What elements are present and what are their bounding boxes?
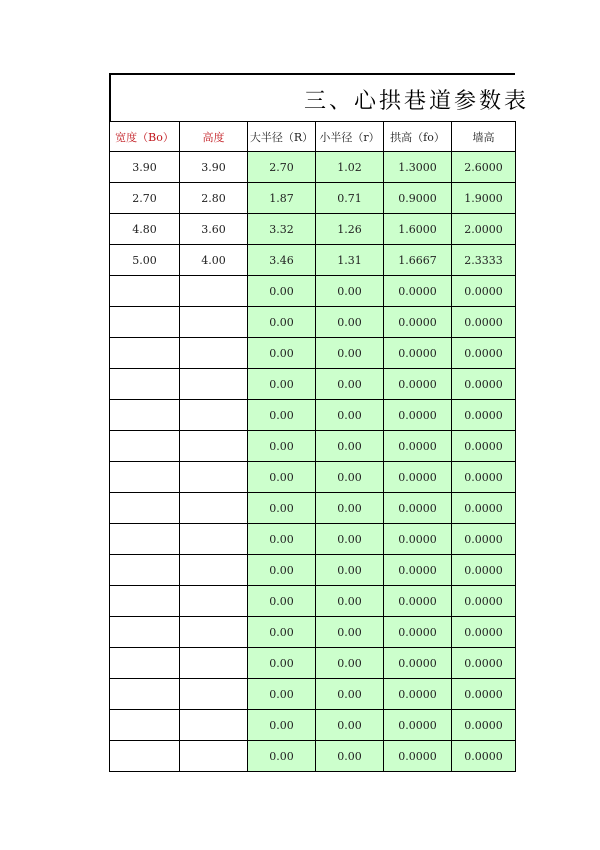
cell-minor-radius[interactable]: 0.00 [316,679,384,710]
cell-width[interactable]: 5.00 [110,245,180,276]
cell-minor-radius[interactable]: 0.00 [316,710,384,741]
parameter-sheet [109,73,529,772]
table-row [110,431,516,462]
cell-minor-radius[interactable]: 0.00 [316,741,384,772]
page-title: 三、心拱巷道参数表 [303,89,529,114]
cell-arch-height[interactable]: 1.6000 [384,214,452,245]
table-row [110,307,516,338]
cell-major-radius[interactable]: 1.87 [248,183,316,214]
cell-arch-height[interactable]: 0.0000 [384,555,452,586]
cell-major-radius[interactable]: 0.00 [248,524,316,555]
cell-minor-radius[interactable]: 0.00 [316,276,384,307]
cell-minor-radius[interactable]: 0.00 [316,400,384,431]
cell-major-radius[interactable]: 0.00 [248,338,316,369]
header-row [110,122,516,152]
cell-height[interactable] [180,524,248,555]
cell-minor-radius[interactable]: 0.00 [316,493,384,524]
cell-height[interactable] [180,493,248,524]
cell-height[interactable] [180,276,248,307]
cell-wall-height[interactable]: 0.0000 [452,338,516,369]
cell-major-radius[interactable]: 3.46 [248,245,316,276]
table-row [110,586,516,617]
cell-wall-height[interactable]: 0.0000 [452,400,516,431]
header-minor-radius: 小半径（r） [316,122,384,152]
cell-width[interactable] [110,493,180,524]
cell-width[interactable] [110,710,180,741]
cell-height[interactable] [180,586,248,617]
cell-minor-radius[interactable]: 0.00 [316,555,384,586]
cell-height[interactable] [180,338,248,369]
table-row [110,276,516,307]
table-row [110,152,516,183]
cell-minor-radius[interactable]: 0.00 [316,431,384,462]
cell-wall-height[interactable]: 0.0000 [452,369,516,400]
cell-minor-radius[interactable]: 0.00 [316,617,384,648]
cell-height[interactable] [180,462,248,493]
cell-arch-height[interactable]: 0.0000 [384,431,452,462]
cell-width[interactable] [110,524,180,555]
table-row [110,679,516,710]
cell-major-radius[interactable]: 2.70 [248,152,316,183]
cell-arch-height[interactable]: 0.0000 [384,338,452,369]
cell-arch-height[interactable]: 0.0000 [384,524,452,555]
cell-arch-height[interactable]: 0.9000 [384,183,452,214]
cell-minor-radius[interactable]: 0.00 [316,338,384,369]
cell-height[interactable]: 3.60 [180,214,248,245]
cell-wall-height[interactable]: 0.0000 [452,524,516,555]
cell-width[interactable] [110,400,180,431]
cell-arch-height[interactable]: 1.6667 [384,245,452,276]
cell-arch-height[interactable]: 0.0000 [384,400,452,431]
table-row [110,555,516,586]
cell-wall-height[interactable]: 0.0000 [452,555,516,586]
table-body [110,152,516,772]
cell-width[interactable] [110,369,180,400]
table-row [110,648,516,679]
cell-height[interactable] [180,400,248,431]
cell-width[interactable] [110,741,180,772]
cell-major-radius[interactable]: 0.00 [248,462,316,493]
cell-height[interactable]: 3.90 [180,152,248,183]
cell-major-radius[interactable]: 0.00 [248,493,316,524]
cell-height[interactable] [180,617,248,648]
cell-width[interactable] [110,679,180,710]
table-row [110,338,516,369]
table-row [110,617,516,648]
cell-minor-radius[interactable]: 1.31 [316,245,384,276]
header-height: 高度 [180,122,248,152]
cell-height[interactable] [180,431,248,462]
cell-wall-height[interactable]: 0.0000 [452,710,516,741]
cell-major-radius[interactable]: 0.00 [248,369,316,400]
table-row [110,462,516,493]
cell-wall-height[interactable]: 0.0000 [452,462,516,493]
cell-wall-height[interactable]: 0.0000 [452,276,516,307]
cell-wall-height[interactable]: 0.0000 [452,648,516,679]
cell-width[interactable] [110,276,180,307]
cell-wall-height[interactable]: 0.0000 [452,617,516,648]
table-row [110,524,516,555]
cell-width[interactable]: 2.70 [110,183,180,214]
cell-width[interactable] [110,617,180,648]
cell-arch-height[interactable]: 0.0000 [384,617,452,648]
cell-wall-height[interactable]: 1.9000 [452,183,516,214]
cell-minor-radius[interactable]: 0.71 [316,183,384,214]
cell-major-radius[interactable]: 0.00 [248,276,316,307]
cell-wall-height[interactable]: 2.6000 [452,152,516,183]
cell-wall-height[interactable]: 0.0000 [452,741,516,772]
cell-major-radius[interactable]: 0.00 [248,741,316,772]
cell-major-radius[interactable]: 0.00 [248,617,316,648]
cell-arch-height[interactable]: 0.0000 [384,741,452,772]
header-arch-height: 拱高（fo） [384,122,452,152]
table-row [110,214,516,245]
cell-major-radius[interactable]: 0.00 [248,431,316,462]
cell-major-radius[interactable]: 0.00 [248,586,316,617]
cell-width[interactable] [110,431,180,462]
header-major-radius: 大半径（R） [248,122,316,152]
cell-height[interactable] [180,648,248,679]
cell-height[interactable] [180,710,248,741]
cell-minor-radius[interactable]: 1.26 [316,214,384,245]
cell-arch-height[interactable]: 0.0000 [384,679,452,710]
cell-height[interactable]: 4.00 [180,245,248,276]
cell-major-radius[interactable]: 0.00 [248,307,316,338]
cell-major-radius[interactable]: 0.00 [248,648,316,679]
cell-height[interactable] [180,307,248,338]
cell-width[interactable] [110,586,180,617]
cell-arch-height[interactable]: 0.0000 [384,462,452,493]
cell-major-radius[interactable]: 0.00 [248,400,316,431]
cell-wall-height[interactable]: 0.0000 [452,586,516,617]
cell-width[interactable] [110,462,180,493]
table-row [110,400,516,431]
cell-height[interactable] [180,555,248,586]
cell-width[interactable] [110,307,180,338]
cell-arch-height[interactable]: 0.0000 [384,648,452,679]
cell-arch-height[interactable]: 0.0000 [384,369,452,400]
cell-width[interactable] [110,648,180,679]
cell-minor-radius[interactable]: 0.00 [316,369,384,400]
cell-minor-radius[interactable]: 0.00 [316,648,384,679]
cell-height[interactable] [180,679,248,710]
table-row [110,493,516,524]
cell-arch-height[interactable]: 0.0000 [384,276,452,307]
cell-arch-height[interactable]: 1.3000 [384,152,452,183]
cell-wall-height[interactable]: 0.0000 [452,431,516,462]
cell-width[interactable]: 4.80 [110,214,180,245]
cell-major-radius[interactable]: 0.00 [248,710,316,741]
cell-height[interactable] [180,741,248,772]
cell-wall-height[interactable]: 0.0000 [452,493,516,524]
cell-minor-radius[interactable]: 0.00 [316,586,384,617]
cell-arch-height[interactable]: 0.0000 [384,493,452,524]
cell-wall-height[interactable]: 0.0000 [452,679,516,710]
cell-major-radius[interactable]: 0.00 [248,679,316,710]
table-row [110,245,516,276]
header-width: 宽度（Bo） [110,122,180,152]
cell-width[interactable] [110,338,180,369]
cell-minor-radius[interactable]: 0.00 [316,462,384,493]
title-box [109,73,529,121]
cell-minor-radius[interactable]: 0.00 [316,307,384,338]
table-row [110,183,516,214]
header-wall-height: 墙高 [452,122,516,152]
table-row [110,369,516,400]
cell-wall-height[interactable]: 2.3333 [452,245,516,276]
parameter-table [109,121,516,772]
cell-width[interactable] [110,555,180,586]
cell-minor-radius[interactable]: 0.00 [316,524,384,555]
cell-height[interactable] [180,369,248,400]
table-row [110,710,516,741]
cell-height[interactable]: 2.80 [180,183,248,214]
table-row [110,741,516,772]
cell-arch-height[interactable]: 0.0000 [384,710,452,741]
cell-major-radius[interactable]: 0.00 [248,555,316,586]
cell-width[interactable]: 3.90 [110,152,180,183]
cell-major-radius[interactable]: 3.32 [248,214,316,245]
cell-wall-height[interactable]: 0.0000 [452,307,516,338]
cell-minor-radius[interactable]: 1.02 [316,152,384,183]
cell-arch-height[interactable]: 0.0000 [384,307,452,338]
cell-arch-height[interactable]: 0.0000 [384,586,452,617]
cell-wall-height[interactable]: 2.0000 [452,214,516,245]
